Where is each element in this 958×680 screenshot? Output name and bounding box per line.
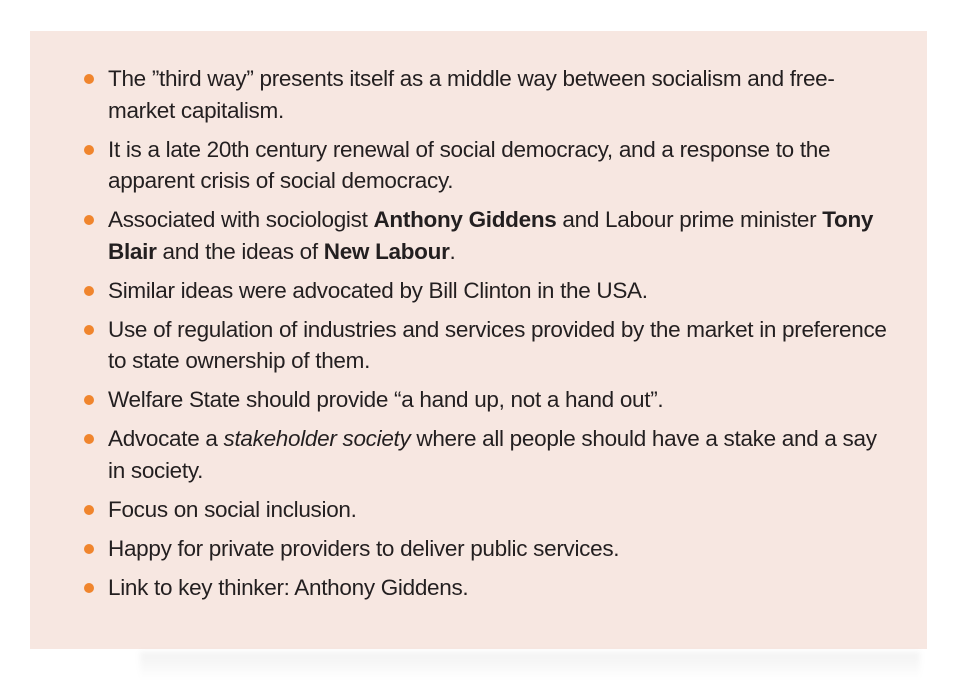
bullet-dot-icon bbox=[84, 74, 94, 84]
list-item bbox=[108, 533, 898, 565]
list-item bbox=[108, 134, 898, 197]
list-item bbox=[108, 275, 898, 307]
bullet-dot-icon bbox=[84, 434, 94, 444]
bullet-dot-icon bbox=[84, 505, 94, 515]
list-item bbox=[108, 423, 898, 486]
bullet-dot-icon bbox=[84, 145, 94, 155]
bullet-dot-icon bbox=[84, 286, 94, 296]
list-item-text: where all people should have a stake and a say in society. bbox=[108, 426, 877, 483]
list-item-text: Focus on social inclusion. bbox=[108, 496, 357, 522]
list-item-text: Happy for private providers to deliver public services. bbox=[108, 535, 620, 561]
list-item-text: . bbox=[449, 238, 456, 264]
bullet-dot-icon bbox=[84, 215, 94, 225]
panel-shadow bbox=[140, 652, 920, 680]
list-item-text: Use of regulation of industries and services provided by the market in preference to state ownership of them. bbox=[108, 316, 887, 373]
list-item bbox=[108, 204, 898, 267]
emphasis-term: stakeholder society bbox=[223, 426, 411, 451]
bullet-dot-icon bbox=[84, 583, 94, 593]
list-item-text: Welfare State should provide “a hand up, not a hand out”. bbox=[108, 387, 664, 412]
list-item bbox=[108, 572, 898, 604]
emphasis-name: Tony Blair bbox=[108, 207, 874, 264]
list-item-text: Link to key thinker: Anthony Giddens. bbox=[108, 574, 469, 600]
list-item-text: and Labour prime minister bbox=[556, 207, 823, 232]
list-item-text: Associated with sociologist bbox=[108, 207, 374, 232]
emphasis-name: Anthony Giddens bbox=[373, 207, 557, 232]
bullet-list bbox=[108, 63, 898, 611]
list-item bbox=[108, 314, 898, 377]
list-item bbox=[108, 494, 898, 526]
bullet-dot-icon bbox=[84, 544, 94, 554]
list-item bbox=[108, 384, 898, 416]
emphasis-name: New Labour bbox=[323, 238, 450, 264]
list-item-text: Advocate a bbox=[108, 426, 224, 451]
list-item-text: The ”third way” presents itself as a middle way between socialism and free-market capitalism. bbox=[108, 66, 835, 123]
bullet-dot-icon bbox=[84, 395, 94, 405]
list-item-text: It is a late 20th century renewal of social democracy, and a response to the apparent crisis of social democracy. bbox=[108, 136, 831, 193]
list-item-text: and the ideas of bbox=[156, 238, 324, 264]
list-item bbox=[108, 63, 898, 126]
bullet-dot-icon bbox=[84, 325, 94, 335]
list-item-text: Similar ideas were advocated by Bill Clinton in the USA. bbox=[108, 277, 648, 303]
info-panel bbox=[30, 31, 927, 649]
